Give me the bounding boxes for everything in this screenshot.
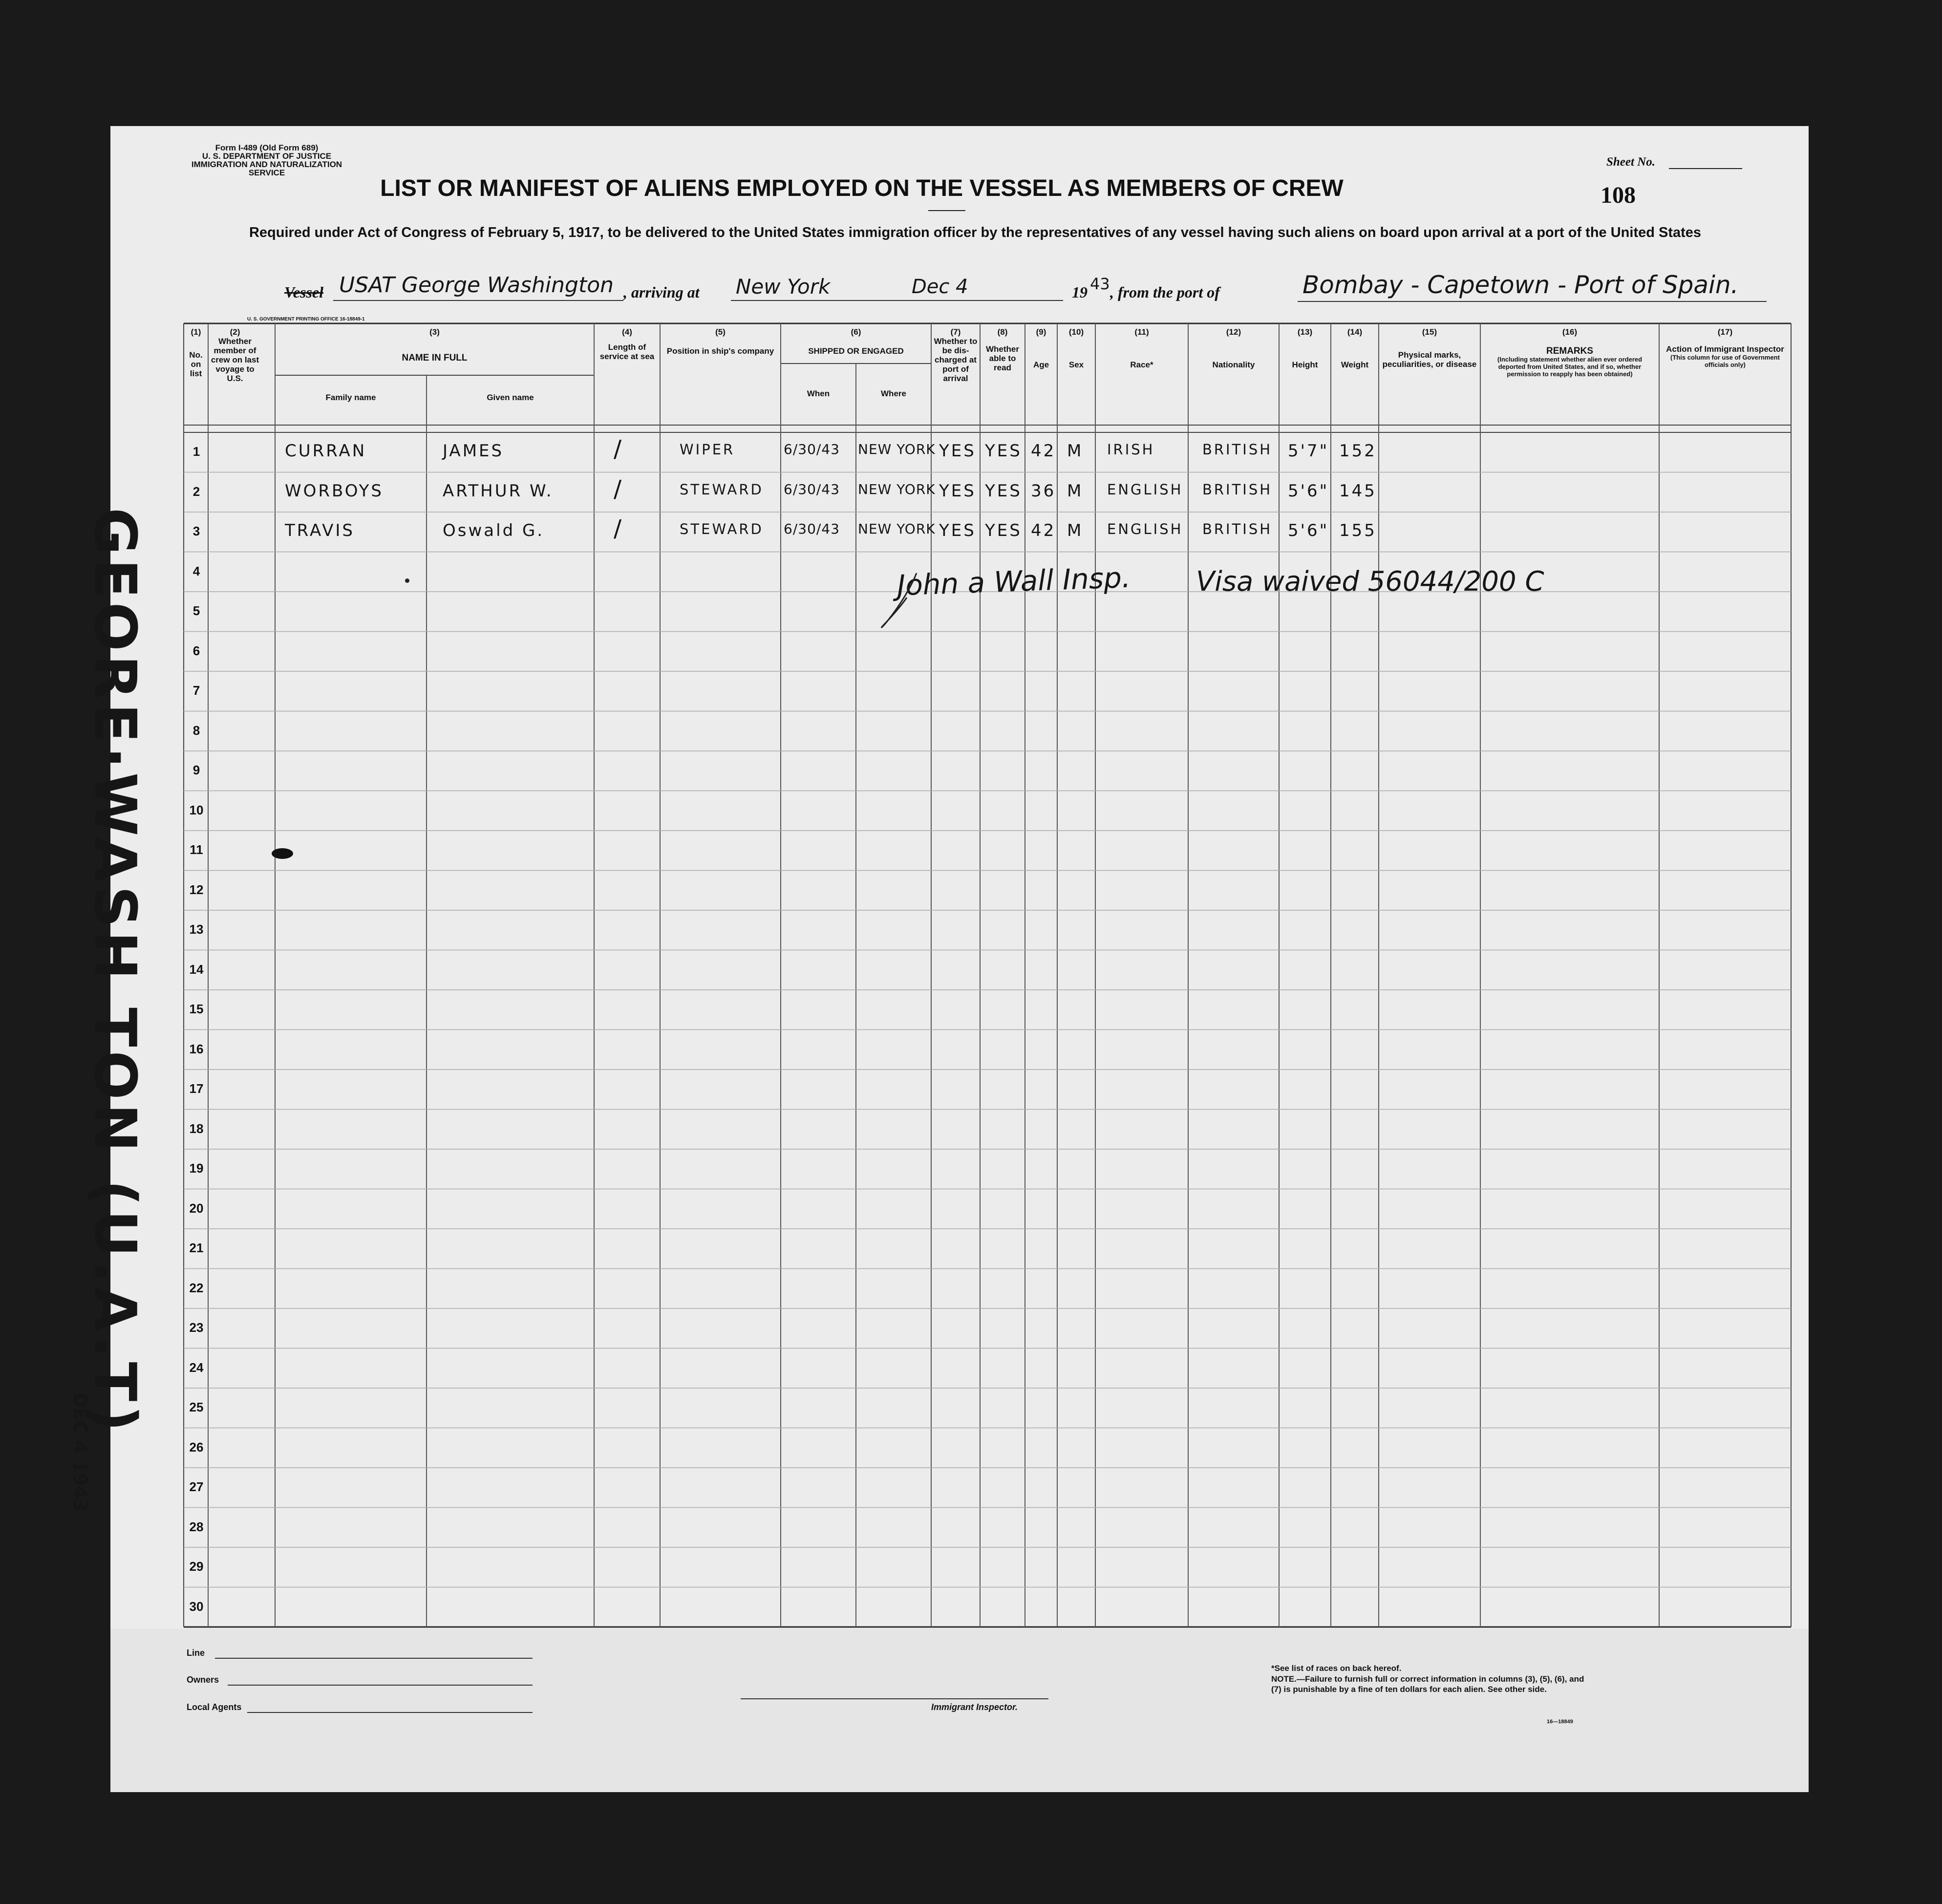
row-number: 10 xyxy=(189,802,204,817)
row-able-to-read: YES xyxy=(985,441,1022,461)
line-field xyxy=(215,1658,533,1659)
line-label: Line xyxy=(187,1648,205,1658)
row-number: 16 xyxy=(189,1041,204,1056)
row-number: 4 xyxy=(192,563,200,578)
row-family-name: CURRAN xyxy=(285,441,367,461)
col-3-label: NAME IN FULL xyxy=(402,353,468,363)
row-number: 5 xyxy=(192,603,200,618)
row-number: 19 xyxy=(189,1161,204,1176)
form-code: 16—18849 xyxy=(1547,1719,1573,1725)
row-age: 42 xyxy=(1031,521,1056,540)
row-age: 42 xyxy=(1031,441,1056,461)
row-race: ENGLISH xyxy=(1107,521,1183,537)
col-12-header xyxy=(1188,327,1279,369)
col-7-number: (7) xyxy=(950,327,961,337)
col-8-number: (8) xyxy=(997,327,1008,337)
col-7-label: Whether to be dis- charged at port of arrival xyxy=(934,337,978,383)
sheet-number-label: Sheet No. xyxy=(1606,155,1655,169)
row-given-name: JAMES xyxy=(443,441,504,461)
local-agents-field xyxy=(247,1712,533,1713)
row-number: 6 xyxy=(192,643,200,658)
row-shipped-where: NEW YORK xyxy=(858,481,936,497)
row-race: IRISH xyxy=(1107,441,1155,458)
row-number: 17 xyxy=(189,1081,204,1096)
col-4-header xyxy=(594,327,660,361)
row-shipped-where: NEW YORK xyxy=(858,441,936,457)
service-name: IMMIGRATION AND NATURALIZATION SERVICE xyxy=(191,160,342,177)
col-3-number: (3) xyxy=(429,327,440,337)
col-8-header xyxy=(980,327,1025,372)
row-discharge: YES xyxy=(939,441,976,461)
row-number: 2 xyxy=(192,484,200,499)
row-number: 11 xyxy=(190,842,203,857)
signature-flourish xyxy=(877,568,936,632)
row-weight: 155 xyxy=(1339,521,1377,540)
arriving-label: , arriving at xyxy=(623,283,700,301)
row-given-name: Oswald G. xyxy=(443,521,545,540)
row-shipped-when: 6/30/43 xyxy=(784,481,840,497)
col-9-label: Age xyxy=(1033,360,1049,369)
row-family-name: WORBOYS xyxy=(285,481,384,501)
col-3-family-header: Family name xyxy=(325,393,376,402)
row-number: 27 xyxy=(189,1479,204,1494)
col-16-label: REMARKS xyxy=(1546,346,1594,356)
row-sex: M xyxy=(1067,441,1084,461)
col-15-header xyxy=(1379,327,1480,369)
col-2-header xyxy=(208,327,262,383)
row-sex: M xyxy=(1067,521,1084,540)
col-14-number: (14) xyxy=(1347,327,1363,337)
col-4-label: Length of service at sea xyxy=(599,342,655,361)
col-3-header xyxy=(275,327,594,363)
row-service-length: / xyxy=(614,475,624,503)
arrival-date: Dec 4 xyxy=(912,276,968,298)
col-17-header xyxy=(1659,327,1791,368)
col-17-number: (17) xyxy=(1717,327,1733,337)
row-discharge: YES xyxy=(939,481,976,501)
col-11-number: (11) xyxy=(1134,327,1149,337)
row-weight: 152 xyxy=(1339,441,1377,461)
form-number: Form I-489 (Old Form 689) xyxy=(215,143,319,152)
col-5-label: Position in ship's company xyxy=(666,346,774,356)
row-position: WIPER xyxy=(680,441,735,458)
col-12-number: (12) xyxy=(1226,327,1241,337)
col-9-number: (9) xyxy=(1036,327,1046,337)
row-discharge: YES xyxy=(939,521,976,540)
row-number: 23 xyxy=(189,1320,204,1335)
row-number: 30 xyxy=(189,1599,204,1614)
col-1-header xyxy=(184,327,208,378)
manifest-sheet xyxy=(110,126,1809,1792)
from-port-label: , from the port of xyxy=(1110,283,1220,301)
year-value: 43 xyxy=(1090,275,1110,293)
row-number: 25 xyxy=(189,1400,204,1414)
owners-label: Owners xyxy=(187,1675,219,1685)
row-number: 18 xyxy=(189,1121,204,1136)
row-number: 26 xyxy=(189,1439,204,1455)
row-number: 15 xyxy=(189,1002,204,1016)
col-16-header xyxy=(1480,327,1659,378)
row-position: STEWARD xyxy=(680,521,764,537)
col-11-label: Race* xyxy=(1130,360,1153,369)
margin-vessel-text: GEORE·WASH TON (U.A.T) xyxy=(82,508,149,1436)
row-shipped-when: 6/30/43 xyxy=(784,521,840,537)
row-nationality: BRITISH xyxy=(1202,441,1273,458)
col-11-header xyxy=(1095,327,1188,369)
page-subtitle: Required under Act of Congress of February 5, 1917, to be delivered to the United States immigration officer by the representatives of any vessel having such aliens on board upon arrival at a port of the United States xyxy=(249,225,1702,240)
row-number: 22 xyxy=(189,1280,204,1295)
row-shipped-when: 6/30/43 xyxy=(784,441,840,457)
col-5-number: (5) xyxy=(715,327,726,337)
col-13-header xyxy=(1279,327,1331,369)
row-nationality: BRITISH xyxy=(1202,481,1273,498)
row-sex: M xyxy=(1067,481,1084,501)
row-number: 13 xyxy=(189,922,204,937)
page-title: LIST OR MANIFEST OF ALIENS EMPLOYED ON THE VESSEL AS MEMBERS OF CREW xyxy=(380,175,1344,201)
row-height: 5'6" xyxy=(1288,481,1329,501)
visa-waived-note: Visa waived 56044/200 C xyxy=(1196,566,1544,598)
row-number: 14 xyxy=(189,962,204,977)
inspector-signature-line xyxy=(741,1698,1048,1699)
row-number: 7 xyxy=(192,683,200,698)
department-name: U. S. DEPARTMENT OF JUSTICE xyxy=(202,151,332,161)
col-6-number: (6) xyxy=(851,327,861,337)
row-shipped-where: NEW YORK xyxy=(858,521,936,537)
margin-date-stamp: DEC 4 1943 xyxy=(69,1392,91,1512)
col-16-sublabel: (Including statement whether alien ever ordered deported from United States, and if so, whether permission to reapply has been obtained) xyxy=(1497,356,1643,378)
vessel-label: Vessel xyxy=(284,283,323,301)
col-1-number: (1) xyxy=(191,327,201,337)
vessel-value: USAT George Washington xyxy=(339,273,614,298)
col-6-header xyxy=(781,327,931,356)
row-number: 3 xyxy=(192,524,200,538)
printing-office-note: U. S. GOVERNMENT PRINTING OFFICE 16-18849-1 xyxy=(247,317,365,322)
col-6-where-header: Where xyxy=(881,389,906,398)
col-9-header xyxy=(1025,327,1057,369)
margin-vessel-stamp xyxy=(81,503,149,1436)
col-2-number: (2) xyxy=(230,327,240,337)
immigrant-inspector-label: Immigrant Inspector. xyxy=(931,1702,1018,1712)
row-number: 12 xyxy=(189,882,204,897)
row-family-name: TRAVIS xyxy=(285,521,355,540)
col-17-sublabel: (This column for use of Government officials only) xyxy=(1670,354,1780,368)
row-number: 20 xyxy=(189,1200,204,1216)
col-4-number: (4) xyxy=(622,327,632,337)
row-service-length: / xyxy=(614,435,624,463)
row-height: 5'7" xyxy=(1288,441,1329,461)
row-nationality: BRITISH xyxy=(1202,521,1273,537)
owners-field xyxy=(228,1685,533,1686)
row-given-name: ARTHUR W. xyxy=(443,481,554,501)
row-number: 1 xyxy=(192,444,200,459)
col-6-label: SHIPPED OR ENGAGED xyxy=(808,346,904,356)
row-weight: 145 xyxy=(1339,481,1377,501)
year-prefix: 19 xyxy=(1072,283,1088,301)
col-14-header xyxy=(1331,327,1379,369)
col-10-header xyxy=(1057,327,1095,369)
col-12-label: Nationality xyxy=(1212,360,1255,369)
col-10-label: Sex xyxy=(1068,360,1084,369)
row-number: 29 xyxy=(189,1559,204,1574)
penalty-note: NOTE.—Failure to furnish full or correct information in columns (3), (5), (6), and (7) is punishable by a fine of ten dollars for each alien. See other side. xyxy=(1271,1674,1584,1694)
col-17-label: Action of Immigrant Inspector xyxy=(1666,344,1784,354)
row-number: 28 xyxy=(189,1519,204,1534)
ink-dot xyxy=(405,578,409,583)
sheet-number: 108 xyxy=(1601,182,1636,208)
row-able-to-read: YES xyxy=(985,521,1022,540)
row-position: STEWARD xyxy=(680,481,764,498)
col-3-given-header: Given name xyxy=(487,393,534,402)
from-port-value: Bombay - Capetown - Port of Spain. xyxy=(1302,271,1739,299)
row-able-to-read: YES xyxy=(985,481,1022,501)
inspector-signature: John a Wall Insp. xyxy=(896,560,1131,602)
col-6-when-header: When xyxy=(807,389,830,398)
col-5-header xyxy=(660,327,781,356)
row-number: 8 xyxy=(192,723,200,738)
col-16-number: (16) xyxy=(1562,327,1578,337)
row-number: 21 xyxy=(189,1241,204,1255)
col-7-header xyxy=(931,327,980,383)
ink-blot xyxy=(272,848,293,859)
col-13-number: (13) xyxy=(1297,327,1313,337)
arriving-value: New York xyxy=(736,275,831,299)
row-race: ENGLISH xyxy=(1107,481,1183,498)
col-13-label: Height xyxy=(1292,360,1318,369)
col-14-label: Weight xyxy=(1341,360,1369,369)
local-agents-label: Local Agents xyxy=(187,1702,242,1712)
col-10-number: (10) xyxy=(1068,327,1084,337)
col-15-label: Physical marks, peculiarities, or disease xyxy=(1382,350,1477,369)
col-15-number: (15) xyxy=(1422,327,1437,337)
col-1-label: No. on list xyxy=(189,350,203,378)
col-8-label: Whether able to read xyxy=(986,344,1019,372)
row-number: 9 xyxy=(192,763,200,777)
row-service-length: / xyxy=(614,515,624,542)
col-2-label: Whether member of crew on last voyage to U.S. xyxy=(211,337,259,383)
row-age: 36 xyxy=(1031,481,1056,501)
row-number: 24 xyxy=(189,1360,204,1375)
races-note: *See list of races on back hereof. xyxy=(1271,1664,1402,1673)
row-height: 5'6" xyxy=(1288,521,1329,540)
